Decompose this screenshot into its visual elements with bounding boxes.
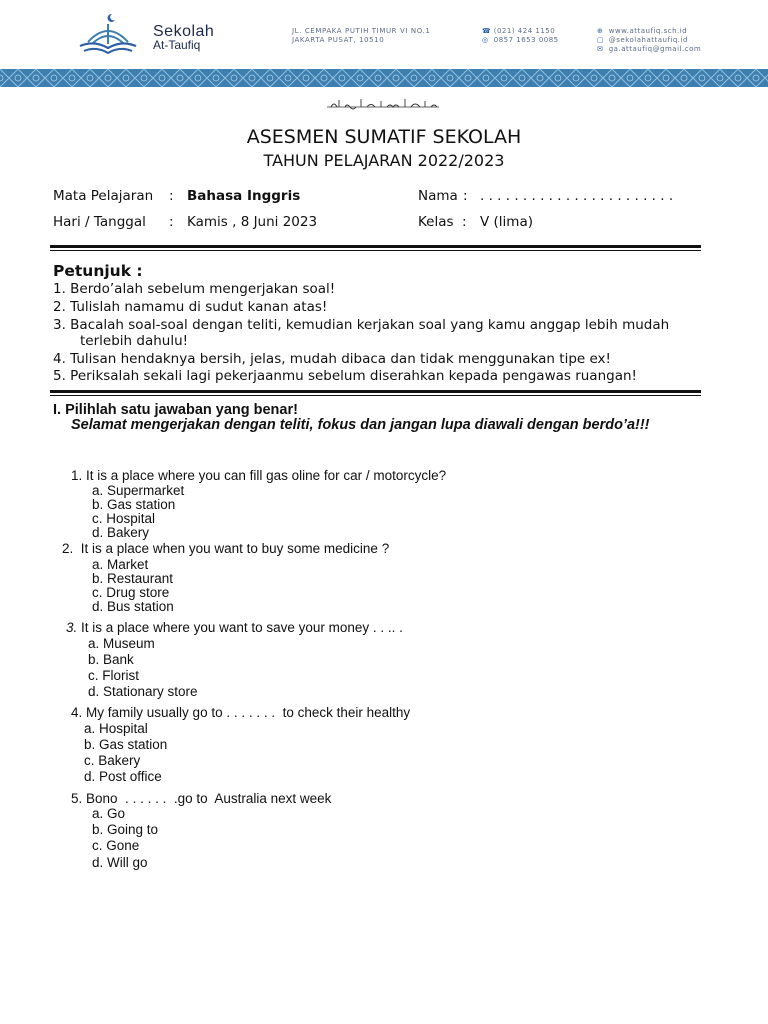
question-number: 4. xyxy=(71,705,83,720)
school-logo xyxy=(78,12,138,56)
option[interactable]: a. Market xyxy=(92,557,149,572)
option[interactable]: d. Stationary store xyxy=(88,684,198,699)
exam-title: ASESMEN SUMATIF SEKOLAH xyxy=(246,126,522,148)
instagram-handle: @sekolahattaufiq.id xyxy=(608,36,688,44)
school-year: TAHUN PELAJARAN 2022/2023 xyxy=(263,151,505,170)
phone-icon: ☎ xyxy=(482,27,492,35)
class-value: V (lima) xyxy=(480,214,533,230)
phone-number: (021) 424 1150 xyxy=(493,27,556,35)
option[interactable]: d. Will go xyxy=(92,855,148,870)
option[interactable]: d. Bakery xyxy=(92,525,150,540)
option[interactable]: c. Bakery xyxy=(84,753,141,768)
option[interactable]: a. Supermarket xyxy=(92,483,185,498)
subject-label: Mata Pelajaran xyxy=(53,188,154,204)
email: ga.attaufiq@gmail.com xyxy=(608,45,702,53)
name-colon: : xyxy=(463,188,468,204)
phone-contacts xyxy=(482,27,559,45)
address-line-1: JL. CEMPAKA PUTIH TIMUR VI NO.1 xyxy=(292,27,431,35)
question-5 xyxy=(71,791,331,806)
question-number: 5. xyxy=(71,791,83,806)
globe-icon: ⊕ xyxy=(597,27,604,35)
option[interactable]: c. Drug store xyxy=(92,585,170,600)
instruction-item-continuation: terlebih dahulu! xyxy=(80,333,189,349)
name-label: Nama xyxy=(418,188,458,204)
mail-icon: ✉ xyxy=(597,45,604,53)
bismillah-calligraphy xyxy=(325,96,443,110)
question-1 xyxy=(71,468,446,483)
option[interactable]: c. Hospital xyxy=(92,511,156,526)
question-text: Bono . . . . . . .go to Australia next week xyxy=(86,791,332,806)
question-2 xyxy=(62,541,389,556)
instruction-item: 4. Tulisan hendaknya bersih, jelas, mudah dibaca dan tidak menggunakan tipe ex! xyxy=(53,351,611,367)
website: www.attaufiq.sch.id xyxy=(608,27,688,35)
option[interactable]: b. Gas station xyxy=(84,737,168,752)
question-number: 3. xyxy=(66,620,78,635)
school-address xyxy=(292,27,430,45)
instruction-item: 5. Periksalah sekali lagi pekerjaanmu sebelum diserahkan kepada pengawas ruangan! xyxy=(53,368,637,384)
instructions-heading: Petunjuk : xyxy=(53,262,143,280)
brand-name: Sekolah xyxy=(153,23,215,40)
whatsapp-number: 0857 1653 0085 xyxy=(493,36,559,44)
option[interactable]: b. Going to xyxy=(92,822,159,837)
question-text: It is a place where you want to save your money . . .. . xyxy=(81,620,403,635)
instagram-icon: ▢ xyxy=(597,36,605,44)
header-pattern-band xyxy=(0,69,768,87)
question-3 xyxy=(66,620,403,635)
instruction-item: 3. Bacalah soal-soal dengan teliti, kemudian kerjakan soal yang kamu anggap lebih mudah xyxy=(53,317,670,333)
option[interactable]: b. Gas station xyxy=(92,497,176,512)
question-number: 1. xyxy=(71,468,83,483)
option[interactable]: b. Bank xyxy=(88,652,134,667)
subject-colon: : xyxy=(169,188,174,204)
divider-thick xyxy=(50,390,701,393)
address-line-2: JAKARTA PUSAT, 10510 xyxy=(292,36,385,44)
option[interactable]: d. Bus station xyxy=(92,599,174,614)
date-value: Kamis , 8 Juni 2023 xyxy=(187,214,318,230)
class-label: Kelas xyxy=(418,214,454,230)
instruction-item: 2. Tulislah namamu di sudut kanan atas! xyxy=(53,299,328,315)
date-colon: : xyxy=(169,214,174,230)
name-blank: . . . . . . . . . . . . . . . . . . . . . . . xyxy=(480,188,674,204)
question-text: It is a place when you want to buy some medicine ? xyxy=(80,541,390,556)
divider-thin xyxy=(50,250,701,251)
question-text: It is a place where you can fill gas oline for car / motorcycle? xyxy=(86,468,447,483)
section-heading: I. Pilihlah satu jawaban yang benar! xyxy=(53,402,298,418)
option[interactable]: b. Restaurant xyxy=(92,571,174,586)
question-number: 2. xyxy=(62,541,74,556)
subject-value: Bahasa Inggris xyxy=(187,188,301,204)
brand-subname: At-Taufiq xyxy=(153,38,201,52)
section-subheading: Selamat mengerjakan dengan teliti, fokus dan jangan lupa diawali dengan berdo’a!!! xyxy=(71,417,650,433)
question-4 xyxy=(71,705,410,720)
date-label: Hari / Tanggal xyxy=(53,214,146,230)
question-text: My family usually go to . . . . . . . to check their healthy xyxy=(86,705,411,720)
whatsapp-icon: ◎ xyxy=(482,36,489,44)
option[interactable]: c. Gone xyxy=(92,838,140,853)
option[interactable]: a. Hospital xyxy=(84,721,148,736)
option[interactable]: c. Florist xyxy=(88,668,140,683)
online-contacts xyxy=(597,27,701,54)
class-colon: : xyxy=(462,214,467,230)
option[interactable]: a. Go xyxy=(92,806,126,821)
divider-thin xyxy=(50,395,701,396)
option[interactable]: d. Post office xyxy=(84,769,162,784)
option[interactable]: a. Museum xyxy=(88,636,155,651)
divider-thick xyxy=(50,245,701,248)
instruction-item: 1. Berdo’alah sebelum mengerjakan soal! xyxy=(53,281,336,297)
